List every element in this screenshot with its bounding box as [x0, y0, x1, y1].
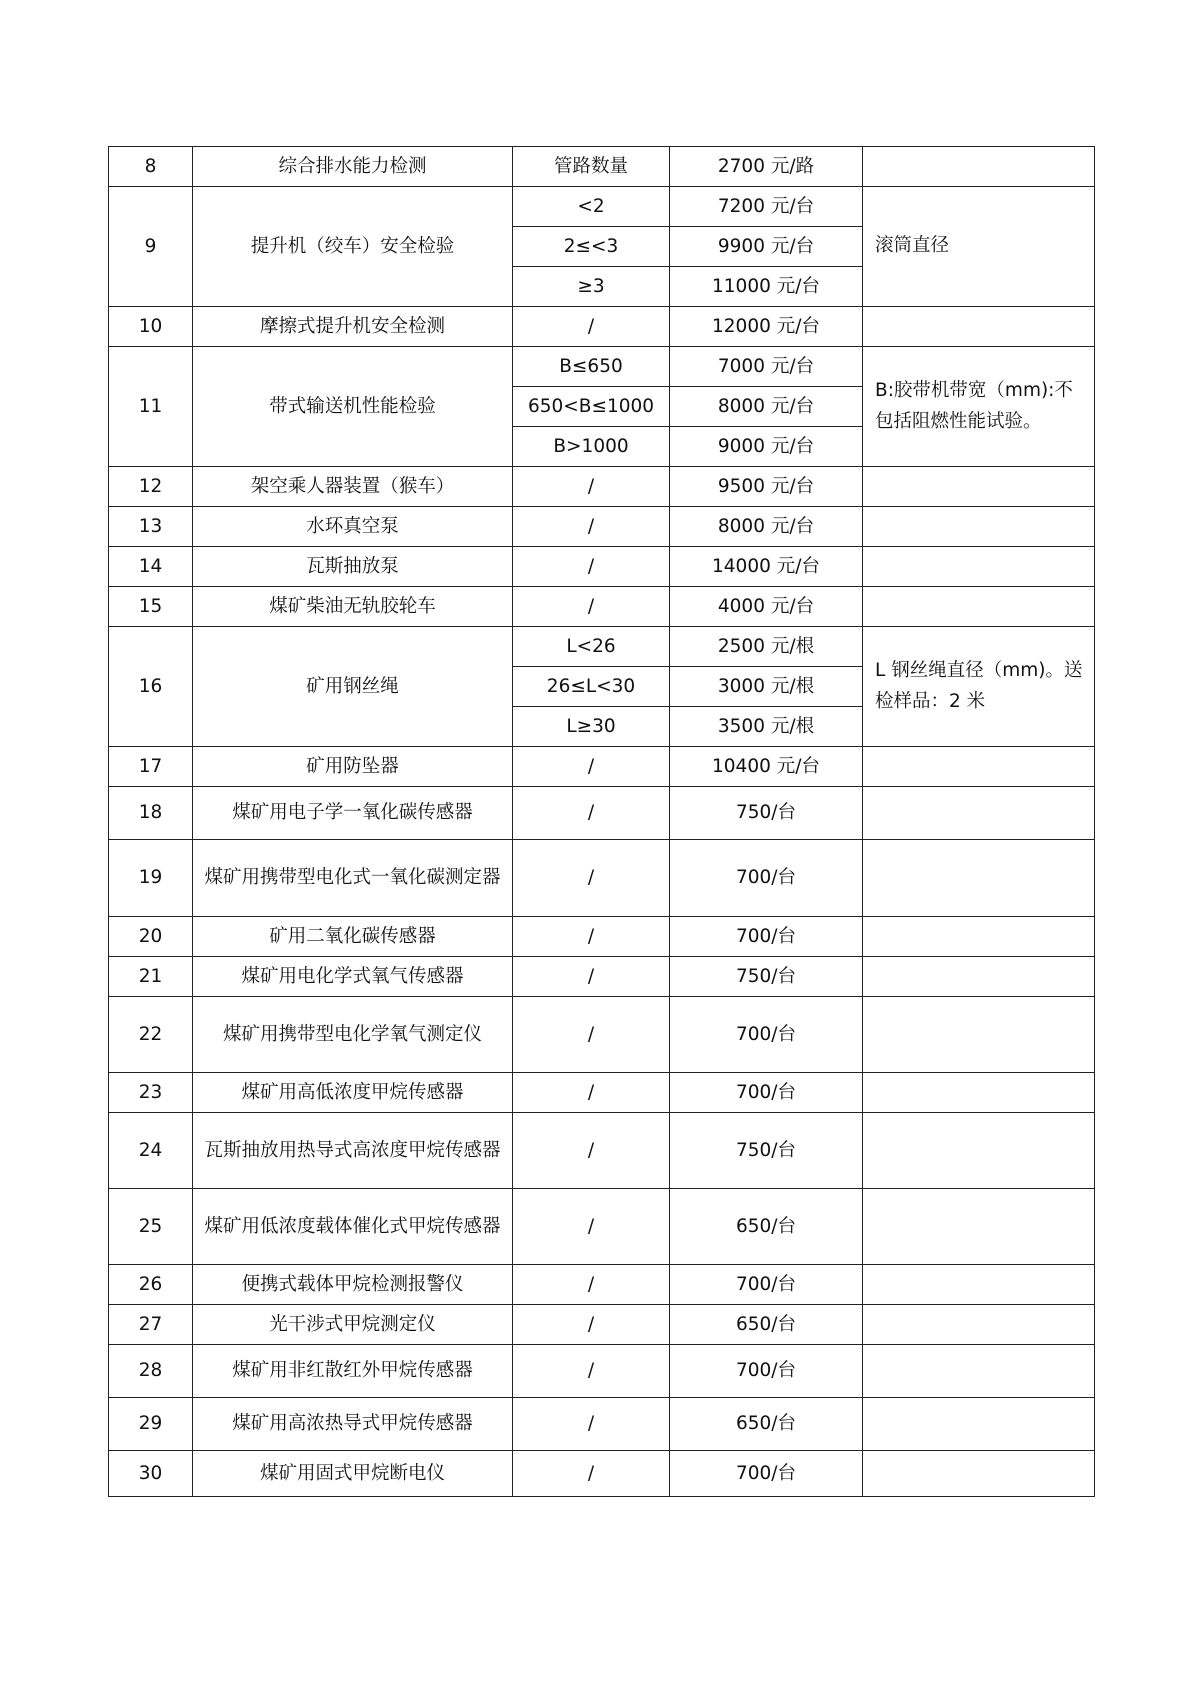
item-name: 煤矿用电子学一氧化碳传感器 [193, 787, 513, 840]
table-row [109, 1073, 1095, 1113]
spec-cell: / [513, 1265, 670, 1305]
row-number: 21 [109, 957, 193, 997]
price-cell: 8000 元/台 [670, 507, 863, 547]
spec-cell: B≤650 [513, 347, 670, 387]
spec-cell: L≥30 [513, 707, 670, 747]
note-cell [863, 787, 1095, 840]
row-number: 9 [109, 187, 193, 307]
price-cell: 700/台 [670, 917, 863, 957]
price-cell: 11000 元/台 [670, 267, 863, 307]
spec-cell: / [513, 467, 670, 507]
price-cell: 2700 元/路 [670, 147, 863, 187]
table-row [109, 587, 1095, 627]
table-row [109, 917, 1095, 957]
price-cell: 750/台 [670, 1113, 863, 1189]
spec-cell: / [513, 1189, 670, 1265]
note-cell [863, 547, 1095, 587]
spec-cell: / [513, 1451, 670, 1497]
price-cell: 700/台 [670, 1265, 863, 1305]
row-number: 13 [109, 507, 193, 547]
item-name: 综合排水能力检测 [193, 147, 513, 187]
row-number: 24 [109, 1113, 193, 1189]
spec-cell: 650<B≤1000 [513, 387, 670, 427]
note-cell [863, 917, 1095, 957]
item-name: 煤矿用高低浓度甲烷传感器 [193, 1073, 513, 1113]
fee-table [108, 146, 1095, 1497]
item-name: 提升机（绞车）安全检验 [193, 187, 513, 307]
note-cell [863, 507, 1095, 547]
row-number: 12 [109, 467, 193, 507]
note-cell [863, 1305, 1095, 1345]
spec-cell: / [513, 1305, 670, 1345]
note-cell [863, 747, 1095, 787]
spec-cell: / [513, 787, 670, 840]
price-cell: 750/台 [670, 957, 863, 997]
spec-cell: / [513, 957, 670, 997]
note-cell [863, 467, 1095, 507]
note-cell: B:胶带机带宽（mm):不包括阻燃性能试验。 [863, 347, 1095, 467]
spec-cell: ≥3 [513, 267, 670, 307]
item-name: 摩擦式提升机安全检测 [193, 307, 513, 347]
price-cell: 650/台 [670, 1398, 863, 1451]
table-row [109, 1345, 1095, 1398]
note-cell [863, 1345, 1095, 1398]
row-number: 25 [109, 1189, 193, 1265]
price-cell: 7000 元/台 [670, 347, 863, 387]
table-row [109, 187, 1095, 227]
item-name: 煤矿用携带型电化学氧气测定仪 [193, 997, 513, 1073]
item-name: 瓦斯抽放泵 [193, 547, 513, 587]
price-cell: 14000 元/台 [670, 547, 863, 587]
price-cell: 8000 元/台 [670, 387, 863, 427]
item-name: 矿用二氧化碳传感器 [193, 917, 513, 957]
price-cell: 9500 元/台 [670, 467, 863, 507]
item-name: 光干涉式甲烷测定仪 [193, 1305, 513, 1345]
fee-table-body [109, 147, 1095, 1497]
price-cell: 4000 元/台 [670, 587, 863, 627]
spec-cell: / [513, 997, 670, 1073]
row-number: 20 [109, 917, 193, 957]
row-number: 17 [109, 747, 193, 787]
table-row [109, 347, 1095, 387]
row-number: 29 [109, 1398, 193, 1451]
row-number: 27 [109, 1305, 193, 1345]
table-row [109, 507, 1095, 547]
table-row [109, 307, 1095, 347]
row-number: 30 [109, 1451, 193, 1497]
note-cell [863, 957, 1095, 997]
price-cell: 12000 元/台 [670, 307, 863, 347]
item-name: 矿用防坠器 [193, 747, 513, 787]
price-cell: 10400 元/台 [670, 747, 863, 787]
table-row [109, 467, 1095, 507]
spec-cell: / [513, 1073, 670, 1113]
note-cell [863, 587, 1095, 627]
spec-cell: / [513, 840, 670, 917]
row-number: 19 [109, 840, 193, 917]
row-number: 22 [109, 997, 193, 1073]
spec-cell: B>1000 [513, 427, 670, 467]
note-cell [863, 147, 1095, 187]
price-cell: 700/台 [670, 840, 863, 917]
spec-cell: 2≤<3 [513, 227, 670, 267]
spec-cell: L<26 [513, 627, 670, 667]
note-cell: L 钢丝绳直径（mm)。送检样品：2 米 [863, 627, 1095, 747]
row-number: 23 [109, 1073, 193, 1113]
note-cell [863, 1113, 1095, 1189]
price-cell: 650/台 [670, 1305, 863, 1345]
table-row [109, 1189, 1095, 1265]
price-cell: 9000 元/台 [670, 427, 863, 467]
item-name: 架空乘人器装置（猴车） [193, 467, 513, 507]
price-cell: 650/台 [670, 1189, 863, 1265]
spec-cell: / [513, 507, 670, 547]
spec-cell: / [513, 547, 670, 587]
price-cell: 3000 元/根 [670, 667, 863, 707]
spec-cell: / [513, 1345, 670, 1398]
note-cell [863, 997, 1095, 1073]
spec-cell: 管路数量 [513, 147, 670, 187]
item-name: 煤矿用高浓热导式甲烷传感器 [193, 1398, 513, 1451]
item-name: 煤矿用电化学式氧气传感器 [193, 957, 513, 997]
spec-cell: / [513, 587, 670, 627]
note-cell [863, 1073, 1095, 1113]
item-name: 煤矿用非红散红外甲烷传感器 [193, 1345, 513, 1398]
table-row [109, 787, 1095, 840]
spec-cell: / [513, 917, 670, 957]
price-cell: 3500 元/根 [670, 707, 863, 747]
table-row [109, 627, 1095, 667]
price-cell: 700/台 [670, 1345, 863, 1398]
note-cell [863, 1451, 1095, 1497]
item-name: 煤矿用低浓度载体催化式甲烷传感器 [193, 1189, 513, 1265]
note-cell [863, 840, 1095, 917]
row-number: 8 [109, 147, 193, 187]
row-number: 18 [109, 787, 193, 840]
table-row [109, 1451, 1095, 1497]
note-cell [863, 1189, 1095, 1265]
spec-cell: / [513, 307, 670, 347]
row-number: 14 [109, 547, 193, 587]
row-number: 16 [109, 627, 193, 747]
row-number: 26 [109, 1265, 193, 1305]
item-name: 煤矿柴油无轨胶轮车 [193, 587, 513, 627]
item-name: 便携式载体甲烷检测报警仪 [193, 1265, 513, 1305]
price-cell: 9900 元/台 [670, 227, 863, 267]
price-cell: 700/台 [670, 1073, 863, 1113]
table-row [109, 1305, 1095, 1345]
table-row [109, 1398, 1095, 1451]
spec-cell: 26≤L<30 [513, 667, 670, 707]
table-row [109, 1113, 1095, 1189]
row-number: 10 [109, 307, 193, 347]
table-row [109, 1265, 1095, 1305]
price-cell: 700/台 [670, 1451, 863, 1497]
note-cell: 滚筒直径 [863, 187, 1095, 307]
item-name: 带式输送机性能检验 [193, 347, 513, 467]
note-cell [863, 1398, 1095, 1451]
table-row [109, 147, 1095, 187]
item-name: 瓦斯抽放用热导式高浓度甲烷传感器 [193, 1113, 513, 1189]
price-cell: 2500 元/根 [670, 627, 863, 667]
spec-cell: <2 [513, 187, 670, 227]
table-row [109, 957, 1095, 997]
note-cell [863, 307, 1095, 347]
spec-cell: / [513, 1113, 670, 1189]
price-cell: 750/台 [670, 787, 863, 840]
table-row [109, 840, 1095, 917]
item-name: 水环真空泵 [193, 507, 513, 547]
table-row [109, 997, 1095, 1073]
item-name: 矿用钢丝绳 [193, 627, 513, 747]
row-number: 15 [109, 587, 193, 627]
note-cell [863, 1265, 1095, 1305]
row-number: 11 [109, 347, 193, 467]
item-name: 煤矿用携带型电化式一氧化碳测定器 [193, 840, 513, 917]
table-row [109, 547, 1095, 587]
price-cell: 700/台 [670, 997, 863, 1073]
item-name: 煤矿用固式甲烷断电仪 [193, 1451, 513, 1497]
table-row [109, 747, 1095, 787]
spec-cell: / [513, 747, 670, 787]
price-cell: 7200 元/台 [670, 187, 863, 227]
row-number: 28 [109, 1345, 193, 1398]
spec-cell: / [513, 1398, 670, 1451]
